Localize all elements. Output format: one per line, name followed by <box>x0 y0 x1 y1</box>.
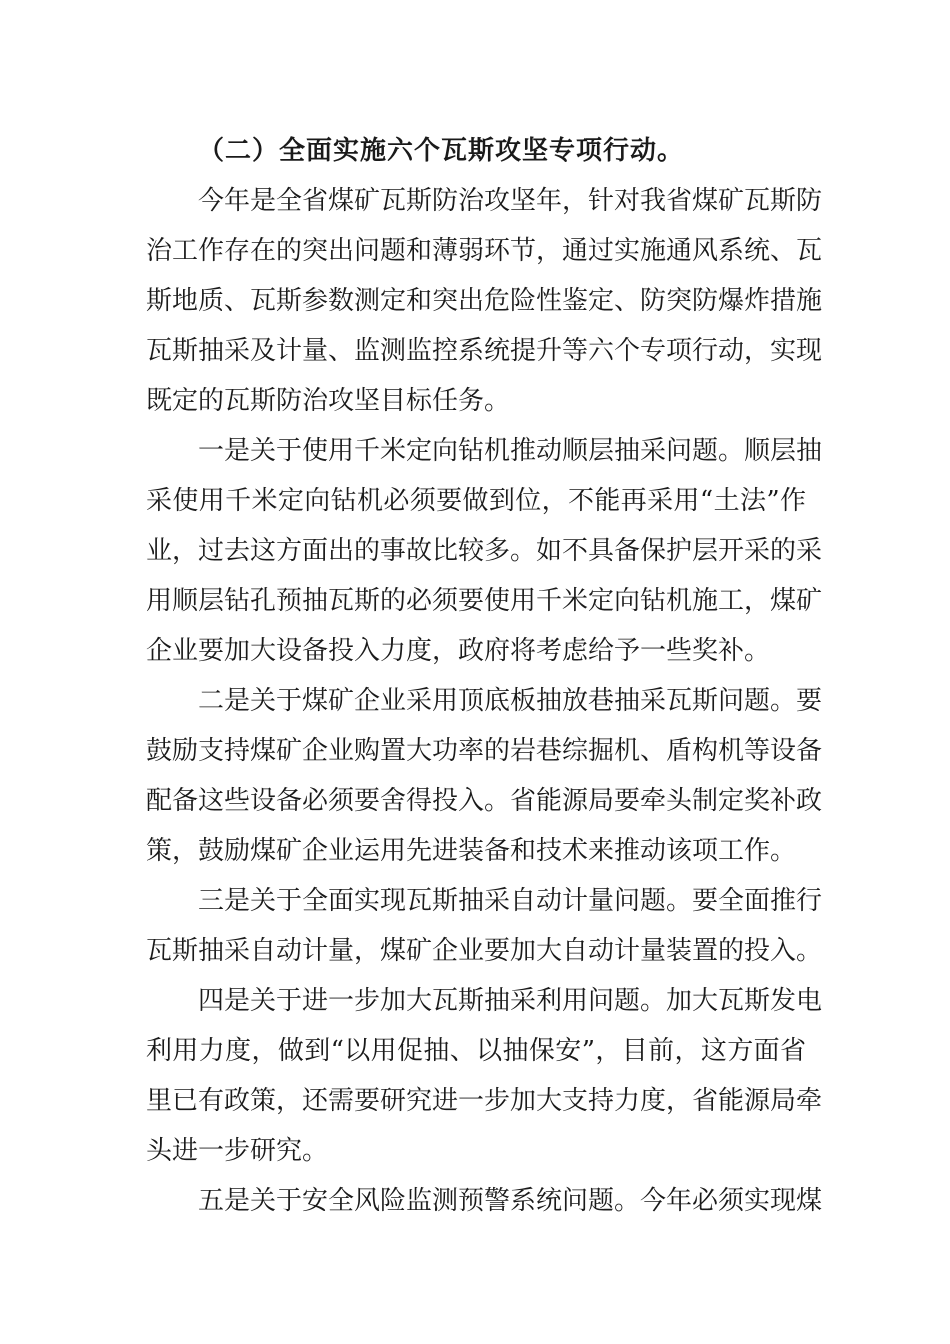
paragraph-line: 三是关于全面实现瓦斯抽采自动计量问题。要全面推行 <box>198 886 823 916</box>
paragraph-line: 斯地质、瓦斯参数测定和突出危险性鉴定、防突防爆炸措施 <box>146 286 823 316</box>
paragraph-line: 利用力度，做到“以用促抽、以抽保安”，目前，这方面省 <box>146 1036 806 1066</box>
paragraph-line: 今年是全省煤矿瓦斯防治攻坚年，针对我省煤矿瓦斯防 <box>198 186 823 216</box>
paragraph-line: 用顺层钻孔预抽瓦斯的必须要使用千米定向钻机施工，煤矿 <box>146 586 823 616</box>
paragraph-line: 鼓励支持煤矿企业购置大功率的岩巷综掘机、盾构机等设备 <box>146 736 823 766</box>
paragraph-line: 二是关于煤矿企业采用顶底板抽放巷抽采瓦斯问题。要 <box>198 686 823 716</box>
paragraph-line: 企业要加大设备投入力度，政府将考虑给予一些奖补。 <box>146 636 771 666</box>
paragraph-line: 业，过去这方面出的事故比较多。如不具备保护层开采的采 <box>146 536 823 566</box>
paragraph-line: 配备这些设备必须要舍得投入。省能源局要牵头制定奖补政 <box>146 786 823 816</box>
paragraph-line: 四是关于进一步加大瓦斯抽采利用问题。加大瓦斯发电 <box>198 986 823 1016</box>
paragraph-line: 策，鼓励煤矿企业运用先进装备和技术来推动该项工作。 <box>146 836 797 866</box>
paragraph-line: 采使用千米定向钻机必须要做到位，不能再采用“土法”作 <box>146 486 806 516</box>
paragraph-line: 瓦斯抽采及计量、监测监控系统提升等六个专项行动，实现 <box>146 336 823 366</box>
paragraph-line: 治工作存在的突出问题和薄弱环节，通过实施通风系统、瓦 <box>146 236 823 266</box>
section-heading: （二）全面实施六个瓦斯攻坚专项行动。 <box>198 136 685 166</box>
paragraph-line: 五是关于安全风险监测预警系统问题。今年必须实现煤 <box>198 1186 823 1216</box>
paragraph-line: 里已有政策，还需要研究进一步加大支持力度，省能源局牵 <box>146 1086 823 1116</box>
paragraph-line: 一是关于使用千米定向钻机推动顺层抽采问题。顺层抽 <box>198 436 823 466</box>
paragraph-line: 既定的瓦斯防治攻坚目标任务。 <box>146 386 511 416</box>
paragraph-line: 头进一步研究。 <box>146 1136 329 1166</box>
paragraph-line: 瓦斯抽采自动计量，煤矿企业要加大自动计量装置的投入。 <box>146 936 823 966</box>
